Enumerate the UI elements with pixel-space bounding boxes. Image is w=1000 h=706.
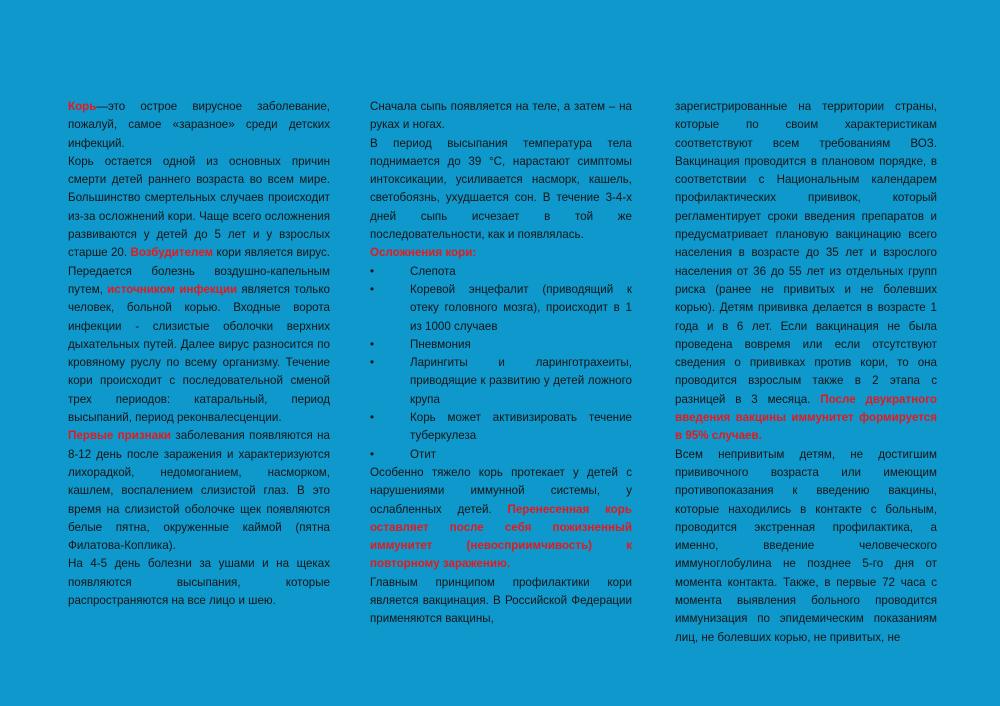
list-item-text: Пневмония [410, 337, 471, 351]
immunodeficiency-text: Особенно тяжело корь протекает у детей с нарушениями иммунной системы, у ослабленных детей. [370, 465, 632, 516]
mortality-text: Корь остается одной из основных причин смерти детей раннего возраста во всем мире. Большинство смертельных случаев происходит из-за осложнений кори. Чаще всего осложнения развиваются у детей до 5 лет и у взрослых старше 20. [68, 154, 330, 260]
course-text: является только человек, больной корью. Входные ворота инфекции - слизистые оболочки верхних дыхательных путей. Далее вирус разносится по кровяному руслу по всему организму. Течение кори происходит с последовательной сменой трех периодов: катаральный, период высыпаний, период реконвалесценции. [68, 282, 330, 425]
bullet-icon: • [370, 447, 375, 461]
vaccination-paragraph [675, 98, 937, 446]
list-item [370, 281, 632, 336]
source-highlight: источником инфекции [107, 282, 238, 296]
first-signs-paragraph [68, 427, 330, 555]
vaccine-immunity-highlight: После двукратного введения вакцины иммунитет формируется в 95% случаев. [675, 392, 937, 443]
transmission-text: кори является вирус. Передается болезнь воздушно-капельным путем, [68, 246, 330, 296]
list-item [370, 354, 632, 409]
list-item-text: Отит [410, 447, 437, 461]
rash-paragraph: На 4-5 день болезни за ушами и на щеках появляются высыпания, которые распространяются на все лицо и шею. [68, 557, 330, 608]
list-item-text: Ларингиты и ларинготрахеиты, приводящие к развитию у детей ложного крупа [410, 356, 632, 406]
complications-list [370, 263, 632, 464]
list-item-text: Корь может активизировать течение туберкулеза [410, 411, 632, 443]
list-item [370, 409, 632, 446]
column-1 [68, 98, 330, 610]
term-measles: Корь [68, 100, 97, 113]
bullet-icon: • [370, 264, 375, 278]
bullet-icon: • [370, 356, 375, 370]
intro-text: —это острое вирусное заболевание, пожалуй, самое «заразное» среди детских инфекций. [68, 100, 330, 150]
fever-paragraph: В период высыпания температура тела поднимается до 39 °С, нарастают симптомы интоксикации, усиливается насморк, кашель, светобоязнь, ухудшается сон. В течение 3-4-х дней сыпь исчезает в той же последовательности, как и появлялась. [370, 136, 632, 242]
lifelong-immunity-highlight: Перенесенная корь оставляет после себя пожизненный иммунитет (невосприимчивость) к повторному заражению. [370, 502, 632, 571]
column-2 [370, 98, 632, 629]
list-item-text: Коревой энцефалит (приводящий к отеку головного мозга), происходит в 1 из 1000 случаев [410, 282, 632, 333]
emergency-prophylaxis-paragraph: Всем непривитым детям, не достигшим прививочного возраста или имеющим противопоказания к введению вакцины, которые находились в контакте с больным, проводится экстренная профилактика, а именно, введение человеческого иммуноглобулина не позднее 5-го дня от момента контакта. Также, в первые 72 часа с момента выявления больного проводится иммунизация по эпидемическим показаниям лиц, не болевших корью, не привитых, не [675, 447, 937, 644]
list-item [370, 336, 632, 354]
complications-heading: Осложнения кори: [370, 246, 477, 260]
first-signs-text: заболевания появляются на 8-12 день после заражения и характеризуются лихорадкой, недомоганием, насморком, кашлем, воспалением слизистой глаз. В это время на слизистой оболочке щек появляются белые пятна, окруженные каймой (пятна Филатова-Коплика). [68, 429, 330, 553]
immunity-paragraph [370, 464, 632, 574]
intro-paragraph [68, 98, 330, 153]
list-item [370, 263, 632, 281]
prevention-paragraph: Главным принципом профилактики кори является вакцинация. В Российской Федерации применяются вакцины, [370, 575, 632, 626]
vaccination-text: зарегистрированные на территории страны, которые по своим характеристикам соответствуют всем требованиям ВОЗ. Вакцинация проводится в плановом порядке, в соответствии с Национальным календарем профилактических прививок, который регламентирует сроки введения препаратов и предусматривает плановую вакцинацию всего населения в возрасте до 35 лет и взрослого населения от 36 до 55 лет из отдельных групп риска (ранее не привитых и не болевших корью). Детям прививка делается в возрасте 1 года и в 6 лет. Если вакцинация не была проведена вовремя или если отсутствуют сведения о прививках против кори, то она проводится взрослым также в 2 этапа с разницей в 3 месяца. [675, 100, 937, 406]
bullet-icon: • [370, 411, 375, 425]
first-signs-highlight: Первые признаки [68, 429, 172, 443]
bullet-icon: • [370, 282, 375, 296]
column-3 [675, 98, 937, 647]
rash-spread-paragraph: Сначала сыпь появляется на теле, а затем – на руках и ногах. [370, 100, 632, 132]
pathogen-highlight: Возбудителем [130, 246, 214, 260]
bullet-icon: • [370, 337, 375, 351]
list-item-text: Слепота [410, 264, 456, 278]
mortality-paragraph [68, 153, 330, 427]
list-item [370, 446, 632, 464]
